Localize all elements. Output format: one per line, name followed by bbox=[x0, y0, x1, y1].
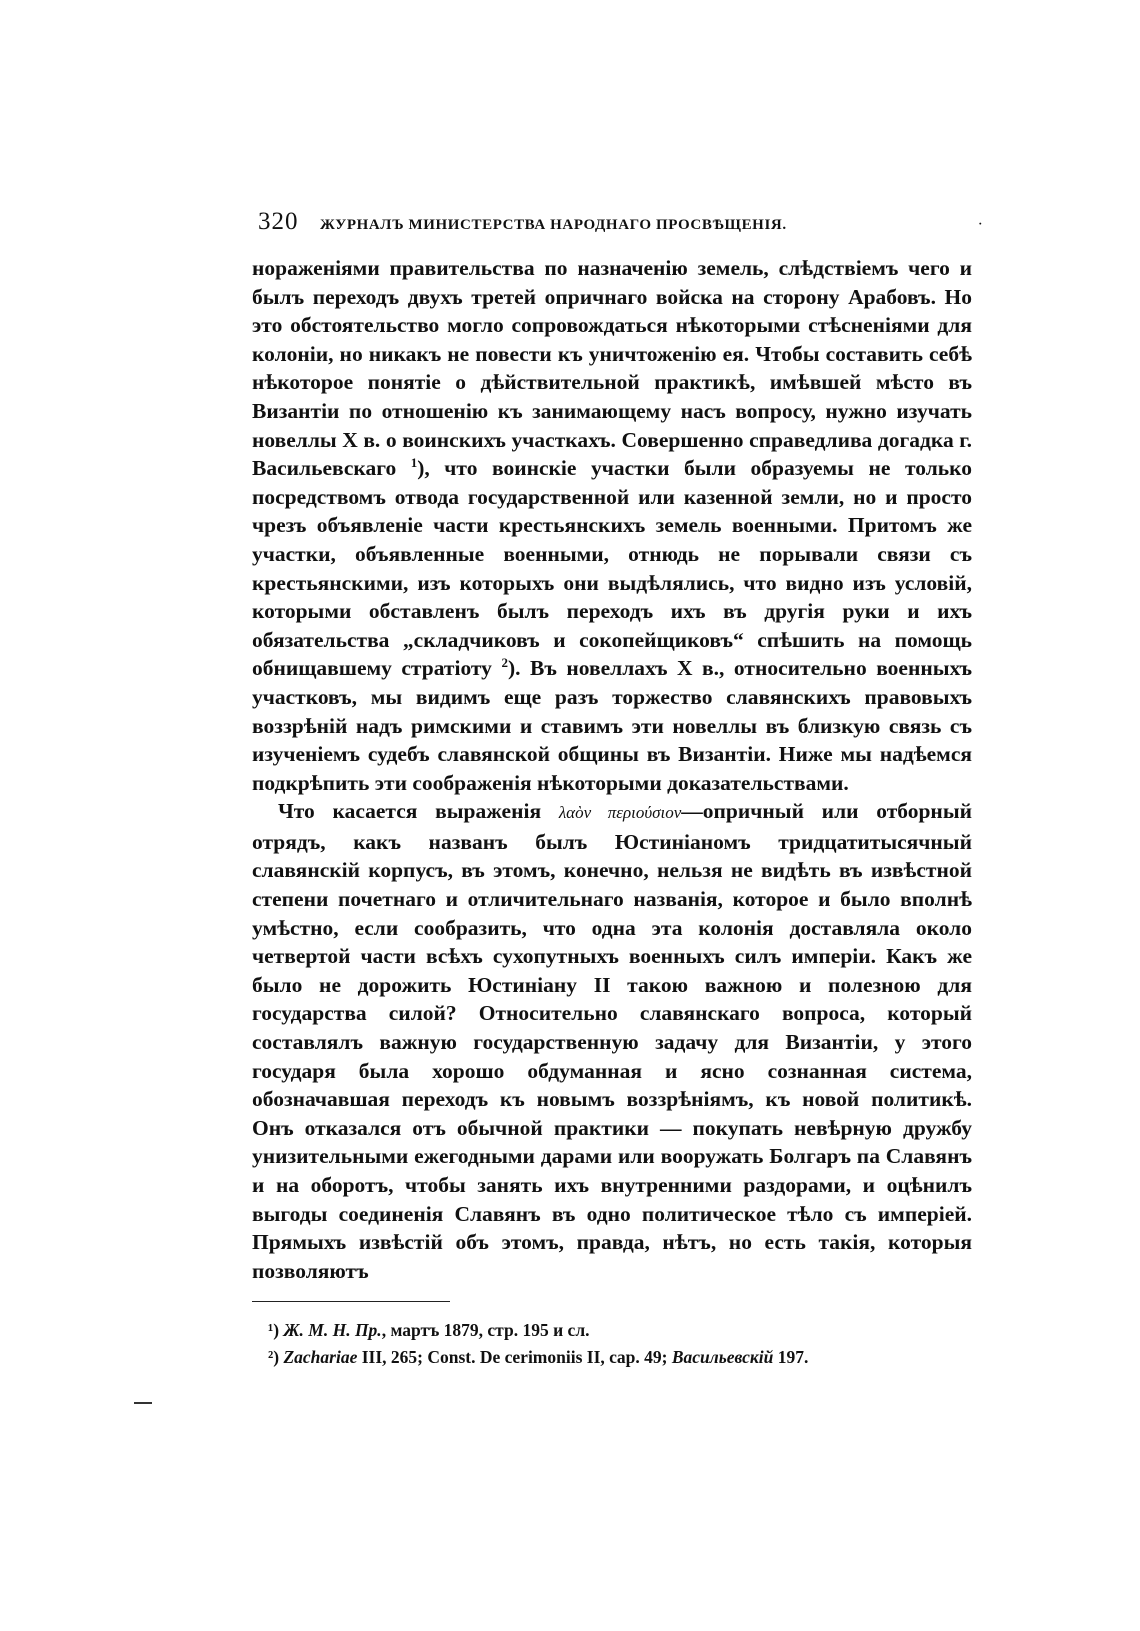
footnote-1-marker: ¹) bbox=[268, 1320, 280, 1340]
footnote-1 bbox=[268, 1317, 948, 1344]
footnote-2-page: 197. bbox=[773, 1347, 809, 1367]
paragraph-1-part-1: нораженіями правительства по назначенію земель, слѣдствіемъ чего и былъ переходъ двухъ третей опричнаго войска на сторону Арабовъ. Но это обстоятельство могло сопровождаться нѣкоторыми стѣсненіями для колоніи, но никакъ не повести къ уничтоженію ея. Чтобы составить себѣ нѣкоторое понятіе о дѣйствительной практикѣ, имѣвшей мѣсто въ Византіи по отношенію къ занимающему насъ вопросу, нужно изучать новеллы X в. о воинскихъ участкахъ. Совершенно справедлива догадка г. Васильевскаго bbox=[252, 256, 972, 481]
footnote-1-journal: Ж. М. Н. Пр. bbox=[283, 1320, 382, 1340]
paragraph-2-part-1: Что касается выраженія bbox=[278, 799, 559, 824]
footnote-2-marker: ²) bbox=[268, 1347, 280, 1367]
paragraph-1-part-3: ). Въ новеллахъ X в., относительно военныхъ участковъ, мы видимъ еще разъ торжество славянскихъ правовыхъ воззрѣній надъ римскими и ставимъ эти новеллы въ близкую связь съ изученіемъ судебъ славянской общины въ Византіи. Ниже мы надѣемся подкрѣпить эти соображенія нѣкоторыми доказательствами. bbox=[252, 656, 972, 795]
footnote-2 bbox=[268, 1344, 948, 1371]
footnote-divider bbox=[252, 1301, 450, 1302]
footnote-2-author-2: Васильевскій bbox=[671, 1347, 774, 1367]
footnotes bbox=[268, 1317, 948, 1371]
paragraph-1 bbox=[252, 254, 972, 797]
running-head bbox=[258, 208, 983, 238]
paragraph-1-part-2: ), что воинскіе участки были образуемы не только посредствомъ отвода государственной или казенной земли, но и просто чрезъ объявленіе части крестьянскихъ земель военными. Притомъ же участки, объявленные военными, отнюдь не порывали связи съ крестьянскими, изъ которыхъ они выдѣлялись, что видно изъ условій, которыми обставленъ былъ переходъ ихъ въ другія руки и ихъ обязательства „складчиковъ и сокопейщиковъ“ спѣшить на помощь обнищавшему стратіоту bbox=[252, 456, 972, 681]
paragraph-2 bbox=[252, 797, 972, 1285]
greek-phrase: λαὸν περιούσιον bbox=[558, 803, 682, 823]
footnote-1-citation: , мартъ 1879, стр. 195 и сл. bbox=[381, 1320, 590, 1340]
footnote-2-citation: III, 265; Const. De cerimoniis II, cap. 49; bbox=[357, 1347, 672, 1367]
body-text bbox=[252, 254, 972, 1285]
journal-title: ЖУРНАЛЪ МИНИСТЕРСТВА НАРОДНАГО ПРОСВѢЩЕНІЯ. bbox=[320, 217, 787, 233]
paragraph-2-part-2: —опричный или отборный отрядъ, какъ названъ былъ Юстиніаномъ тридцатитысячный славянскій корпусъ, въ этомъ, конечно, нельзя не видѣть въ извѣстной степени почетнаго и отличительнаго названія, которое и было вполнѣ умѣстно, если сообразить, что одна эта колонія доставляла около четвертой части всѣхъ сухопутныхъ военныхъ силъ имперіи. Какъ же было не дорожить Юстиніану II такою важною и полезною для государства силой? Относительно славянскаго вопроса, который составлялъ важную государственную задачу для Византіи, у этого государя была хорошо обдуманная и ясно сознанная система, обозначавшая переходъ къ новымъ воззрѣніямъ, къ новой политикѣ. Онъ отказался отъ обычной практики — покупать невѣрную дружбу унизительными ежегодными дарами или вооружать Болгаръ па Славянъ и на оборотъ, чтобы занять ихъ внутренними раздорами, и оцѣнилъ выгоды соединенія Славянъ въ одно политическое тѣло съ имперіей. Прямыхъ извѣстій объ этомъ, правда, нѣтъ, но есть такія, которыя позволяютъ bbox=[252, 799, 972, 1283]
footnote-ref-1[interactable]: 1 bbox=[410, 455, 418, 471]
footnote-ref-2[interactable]: 2 bbox=[501, 655, 508, 671]
margin-dash bbox=[134, 1402, 152, 1404]
footnote-2-author: Zachariae bbox=[283, 1347, 358, 1367]
header-dot: · bbox=[977, 216, 983, 233]
page-number: 320 bbox=[258, 208, 299, 235]
